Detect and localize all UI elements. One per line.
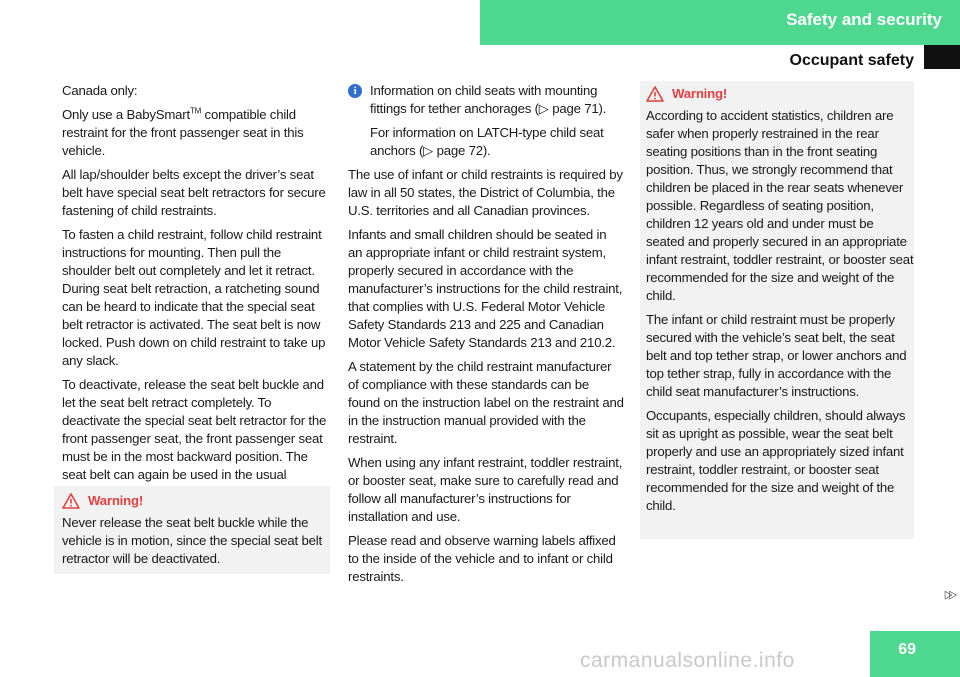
page-number-tab [870,631,960,677]
info-text: Information on child seats with mounting fittings for tether anchorages (▷ page 71). [370,83,607,116]
text-span: compatible child restraint for the front passenger seat in this vehicle. [62,107,304,158]
paragraph: Canada only: [62,83,138,98]
info-text: For information on LATCH-type child seat anchors (▷ page 72). [370,125,604,158]
paragraph: Infants and small children should be seated in an appropriate infant or child restraint system, properly secured in accordance with the manufacturer’s instructions for the child restraint, that complies with U.S. Federal Motor Vehicle Safety Standards 213 and 225 and Canadian Motor Vehicle Safety Standards 213 and 210.2. [348,227,623,350]
paragraph: All lap/shoulder belts except the driver’s seat belt have special seat belt retractors for secure fastening of child restraints. [62,167,326,218]
continue-icon: ▷▷ [944,588,954,601]
paragraph: The infant or child restraint must be properly secured with the vehicle’s seat belt, the seat belt and top tether strap, or lower anchors and top tether strap, fully in accordance with the child seat manufacturer’s instructions. [646,312,907,399]
warning-triangle-icon [62,493,80,509]
paragraph [62,106,330,160]
paragraph: The use of infant or child restraints is required by law in all 50 states, the District of Columbia, the U.S. territories and all Canadian provinces. [348,167,623,218]
warning-header [62,492,324,510]
section-title: Safety and security [786,10,942,29]
paragraph: A statement by the child restraint manufacturer of compliance with these standards can be found on the instruction label on the restraint and in the instruction manual provided with the restraint. [348,359,624,446]
warning-header [646,85,914,103]
warning-title: Warning! [672,86,728,101]
warning-box [54,486,330,574]
column-2 [348,82,624,592]
column-1 [62,82,330,508]
chapter-tab [924,45,960,69]
warning-text: Never release the seat belt buckle while the vehicle is in motion, since the special seat belt retractor will be deactivated. [62,515,322,566]
paragraph: To deactivate, release the seat belt buckle and let the seat belt retract completely. To deactivate the special seat belt retractor for the front passenger seat, the front passenger seat must be in the most backward position. The seat belt can again be used in the usual [62,377,327,482]
warning-triangle-icon [646,86,664,102]
header-band [480,0,960,45]
column-3 [646,85,914,521]
watermark: carmanualsonline.info [580,649,795,672]
warning-title: Warning! [88,493,144,508]
paragraph: Occupants, especially children, should always sit as upright as possible, wear the seat belt properly and use an appropriately sized infant restraint, toddler restraint, or booster seat recommended for the size and weight of the child. [646,408,906,513]
text-span: Only use a BabySmart [62,107,190,122]
trademark-sup: TM [189,106,202,116]
paragraph: Please read and observe warning labels affixed to the inside of the vehicle and to infant or child restraints. [348,533,616,584]
page-number: 69 [898,641,916,658]
paragraph: To fasten a child restraint, follow child restraint instructions for mounting. Then pull the shoulder belt out completely and let it retract. During seat belt retraction, a ratcheting sound can be heard to indicate that the special seat belt retractor is activated. The seat belt is now locked. Push down on child restraint to take up any slack. [62,227,326,368]
subsection-title: Occupant safety [789,52,914,69]
paragraph: When using any infant restraint, toddler restraint, or booster seat, make sure to carefully read and follow all manufacturer’s instructions for installation and use. [348,455,623,524]
info-icon: i [348,84,362,98]
paragraph: According to accident statistics, children are safer when properly restrained in the rear seating positions than in the front seating position. Thus, we strongly recommend that children be placed in the rear seats whenever possible. Regardless of seating position, children 12 years old and under must be seated and properly secured in an appropriate infant restraint, toddler restraint, or booster seat recommended for the size and weight of the child. [646,108,914,303]
info-note [348,82,624,124]
